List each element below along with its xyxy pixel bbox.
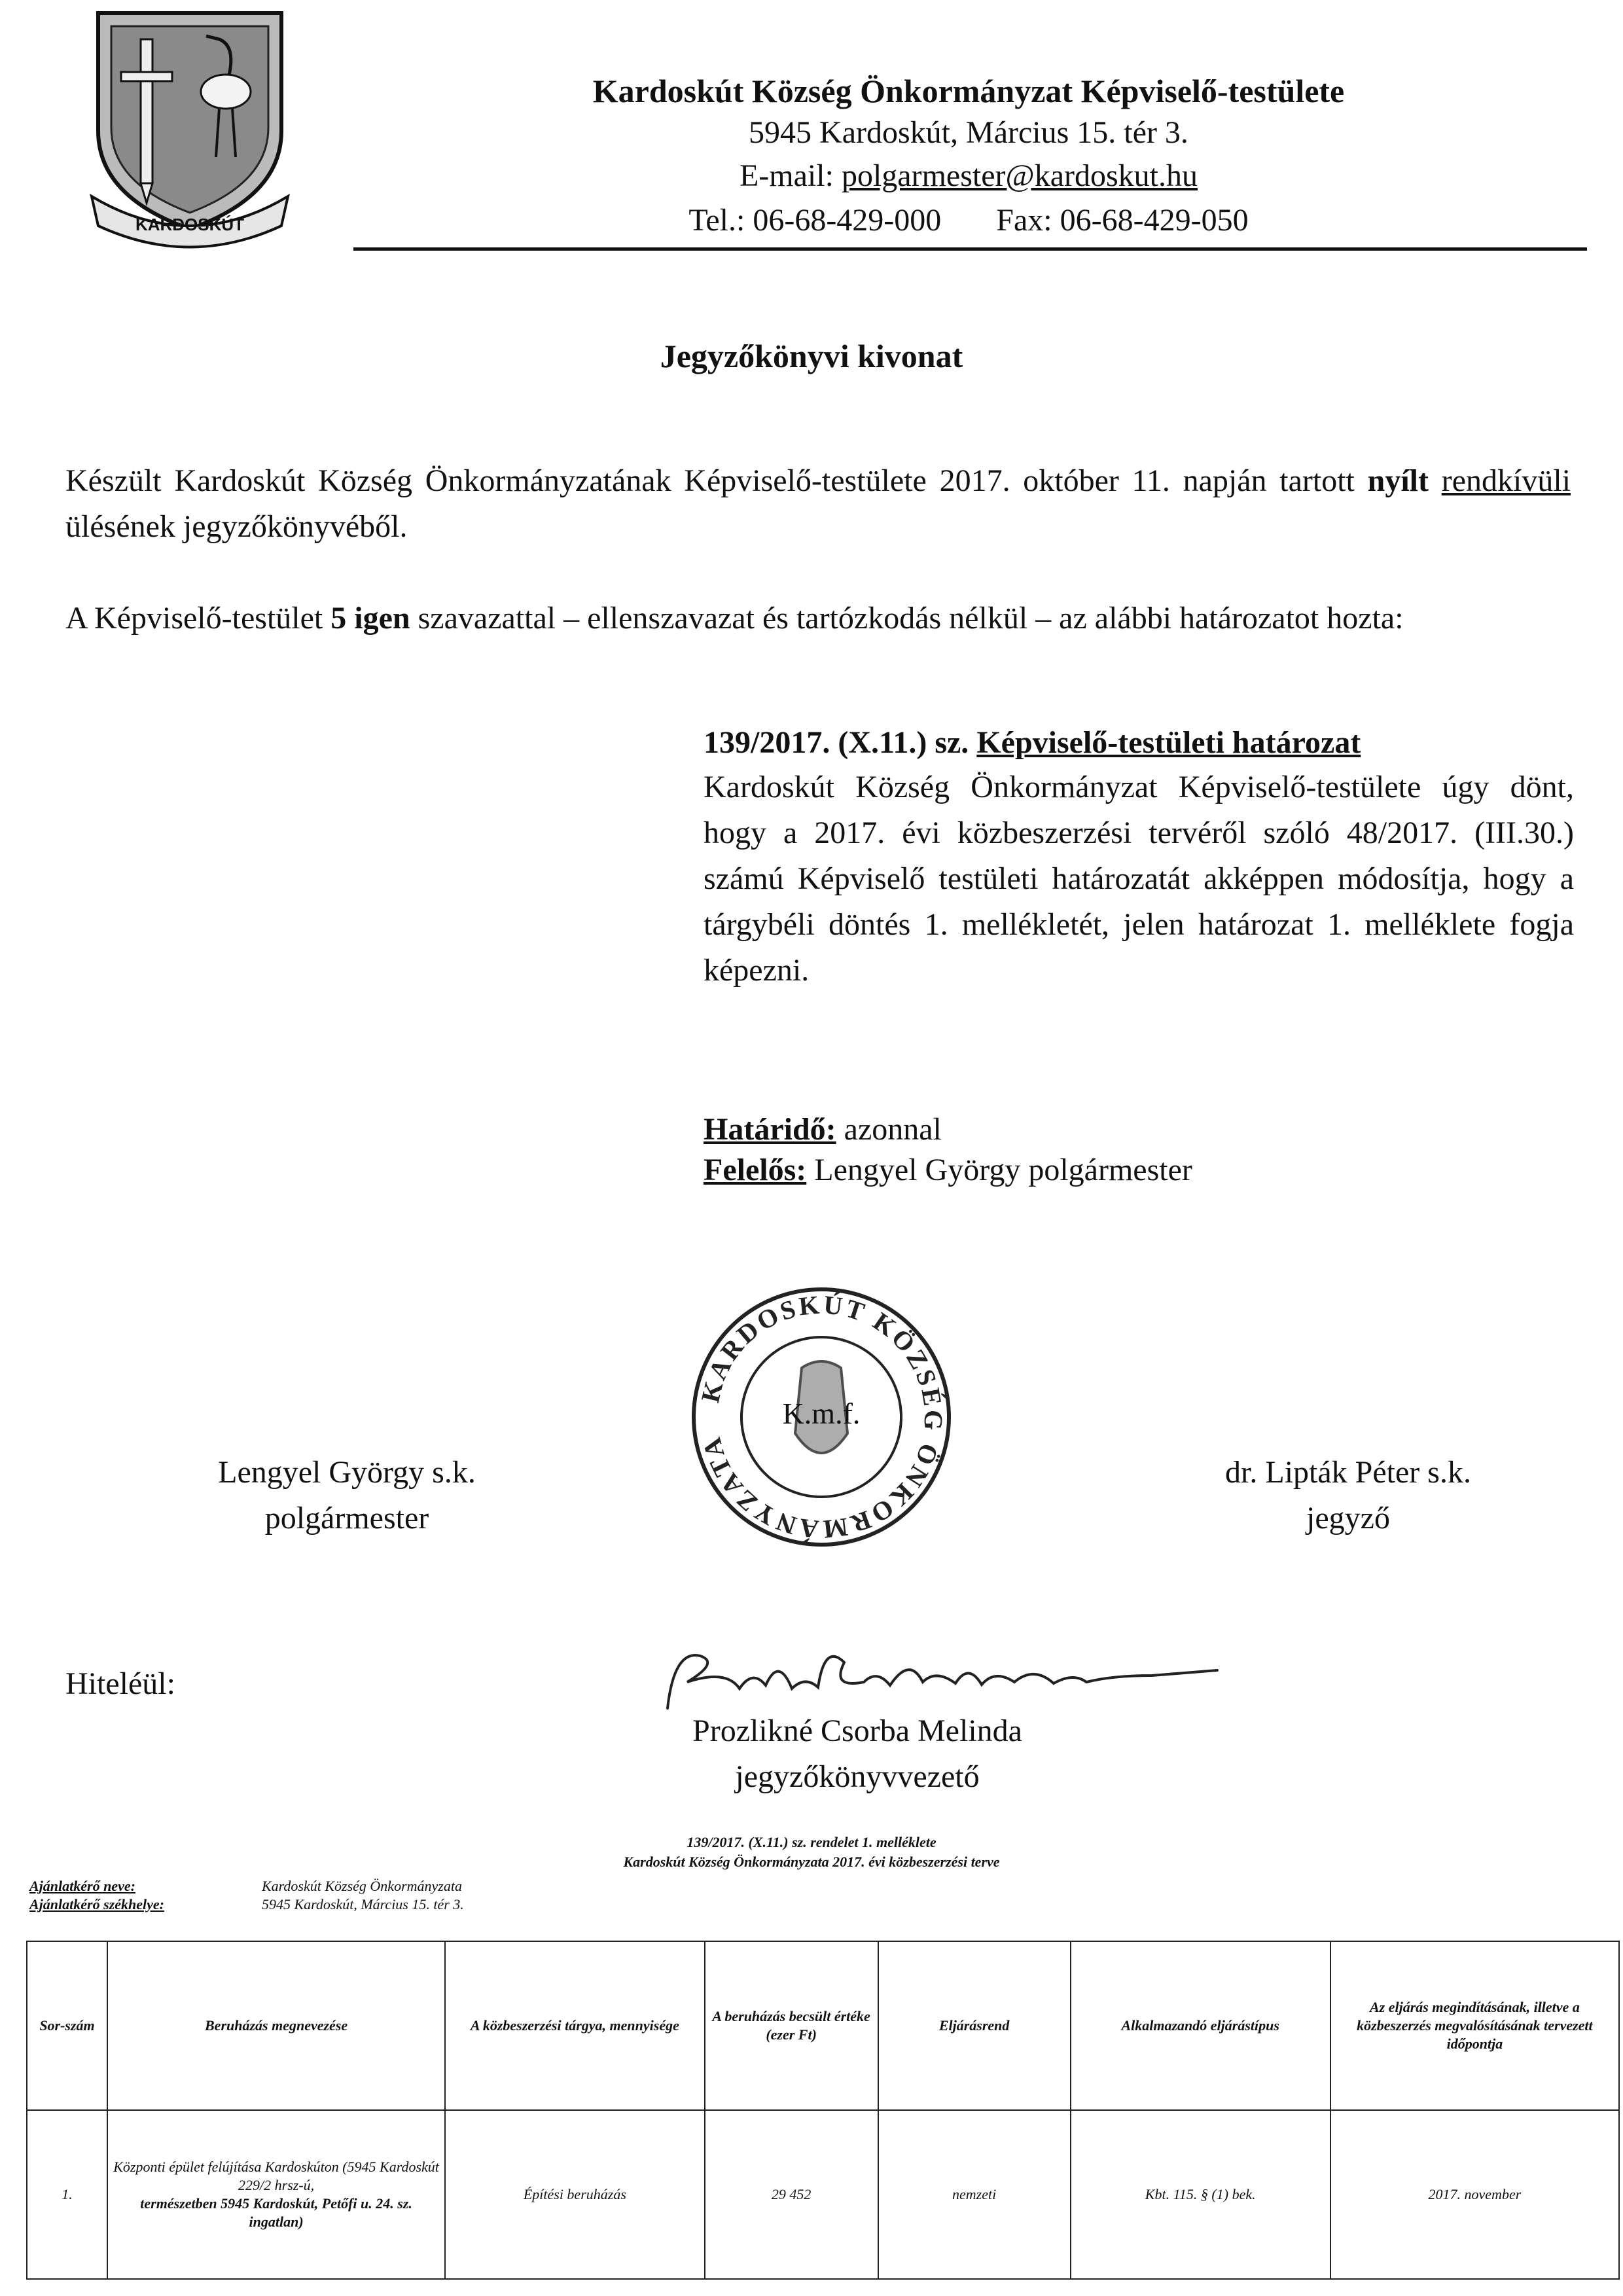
deadline-value: azonnal <box>844 1112 942 1147</box>
recorder-block <box>563 1708 1152 1800</box>
crest-banner-text: KARDOSKÚT <box>135 215 245 234</box>
fax-number: Fax: 06-68-429-050 <box>996 203 1249 238</box>
vote-count: 5 igen <box>330 601 410 636</box>
date-cell: 2017. november <box>1330 2110 1619 2279</box>
deadline-line <box>704 1109 1192 1150</box>
column-header: Az eljárás megindításának, illetve a közbeszerzés megvalósításának tervezett időpontja <box>1330 1941 1619 2110</box>
vote-paragraph <box>65 596 1571 641</box>
header-phone-line <box>353 200 1584 241</box>
recorder-name: Prozlikné Csorba Melinda <box>692 1713 1022 1748</box>
intro-paragraph <box>65 458 1571 550</box>
municipal-crest-logo <box>72 0 308 249</box>
resolution-body: Kardoskút Község Önkormányzat Képviselő-testülete úgy dönt, hogy a 2017. évi közbeszerzési tervéről szóló 48/2017. (III.30.) számú Képviselő testületi határozatát akképpen módosítja, hogy a tárgybéli döntés 1. mellékletét, jelen határozat 1. melléklete fogja képezni. <box>704 770 1574 988</box>
header-title: Kardoskút Község Önkormányzat Képviselő-testülete <box>592 73 1345 109</box>
header-email-line <box>353 156 1584 196</box>
notary-role: jegyző <box>1306 1501 1390 1535</box>
column-header: Alkalmazandó eljárástípus <box>1071 1941 1330 2110</box>
column-header: Sor-szám <box>27 1941 107 2110</box>
vote-text-a: A Képviselő-testület <box>65 601 323 636</box>
responsible-label: Felelős: <box>704 1153 807 1187</box>
client-name-label: Ajánlatkérő neve: <box>29 1878 135 1894</box>
official-stamp <box>687 1283 955 1551</box>
phone-number: Tel.: 06-68-429-000 <box>688 203 942 238</box>
vote-text-c: szavazattal – ellenszavazat és tartózkodás nélkül – az alábbi határozatot hozta: <box>418 601 1404 636</box>
mayor-role: polgármester <box>264 1501 429 1535</box>
recorder-role: jegyzőkönyvvezető <box>735 1759 980 1794</box>
resolution-heading <box>704 723 1361 762</box>
annex-caption-line-1: 139/2017. (X.11.) sz. rendelet 1. melléklete <box>687 1834 936 1850</box>
header-divider <box>353 247 1587 251</box>
responsible-line <box>704 1150 1192 1191</box>
project-name-a: Központi épület felújítása Kardoskúton (5945 Kardoskút 229/2 hrsz-ú, <box>113 2159 439 2193</box>
annex-caption <box>0 1833 1623 1872</box>
email-label: E-mail: <box>739 158 834 193</box>
procurement-plan-table <box>26 1941 1620 2280</box>
mayor-name: Lengyel György s.k. <box>218 1455 476 1490</box>
project-name-b: természetben 5945 Kardoskút, Petőfi u. 24. sz. ingatlan) <box>140 2195 412 2230</box>
intro-session-extraordinary: rendkívüli <box>1441 463 1571 498</box>
intro-text-a: Készült Kardoskút Község Önkormányzatának Képviselő-testülete 2017. október 11. napján tartott <box>65 463 1355 498</box>
intro-text-d: ülésének jegyzőkönyvéből. <box>65 509 408 544</box>
deadline-label: Határidő: <box>704 1112 836 1147</box>
certified-label: Hiteléül: <box>65 1666 175 1701</box>
notary-name: dr. Lipták Péter s.k. <box>1225 1455 1471 1490</box>
column-header: Eljárásrend <box>878 1941 1071 2110</box>
mayor-signature-block <box>151 1450 543 1541</box>
client-name-value: Kardoskút Község Önkormányzata <box>262 1878 462 1894</box>
row-number: 1. <box>27 2110 107 2279</box>
procedure-cell: Kbt. 115. § (1) bek. <box>1071 2110 1330 2279</box>
stamp-ring-text: KARDOSKÚT KÖZSÉG ÖNKORMÁNYZATA <box>695 1289 949 1545</box>
column-header: A beruházás becsült értéke (ezer Ft) <box>705 1941 878 2110</box>
header-address: 5945 Kardoskút, Március 15. tér 3. <box>749 115 1188 150</box>
stamp-center-text: K.m.f. <box>782 1397 861 1430</box>
document-title: Jegyzőkönyvi kivonat <box>660 338 963 374</box>
annex-caption-line-2: Kardoskút Község Önkormányzata 2017. évi közbeszerzési terve <box>623 1854 1000 1870</box>
email-link[interactable]: polgarmester@kardoskut.hu <box>841 158 1198 193</box>
handwritten-signature <box>628 1630 1250 1721</box>
table-row <box>27 2110 1619 2279</box>
intro-session-open: nyílt <box>1367 463 1429 498</box>
resolution-type: Képviselő-testületi határozat <box>976 725 1361 760</box>
client-seat-label: Ajánlatkérő székhelye: <box>29 1896 164 1912</box>
notary-signature-block <box>1152 1450 1544 1541</box>
value-cell: 29 452 <box>705 2110 878 2279</box>
column-header: Beruházás megnevezése <box>107 1941 445 2110</box>
deadline-block <box>704 1109 1192 1191</box>
table-header-row <box>27 1941 1619 2110</box>
resolution-number: 139/2017. (X.11.) sz. <box>704 725 969 760</box>
column-header: A közbeszerzési tárgya, mennyisége <box>445 1941 704 2110</box>
project-name-cell <box>107 2110 445 2279</box>
client-seat-value: 5945 Kardoskút, Március 15. tér 3. <box>262 1896 464 1912</box>
responsible-value: Lengyel György polgármester <box>814 1153 1192 1187</box>
subject-cell: Építési beruházás <box>445 2110 704 2279</box>
regime-cell: nemzeti <box>878 2110 1071 2279</box>
